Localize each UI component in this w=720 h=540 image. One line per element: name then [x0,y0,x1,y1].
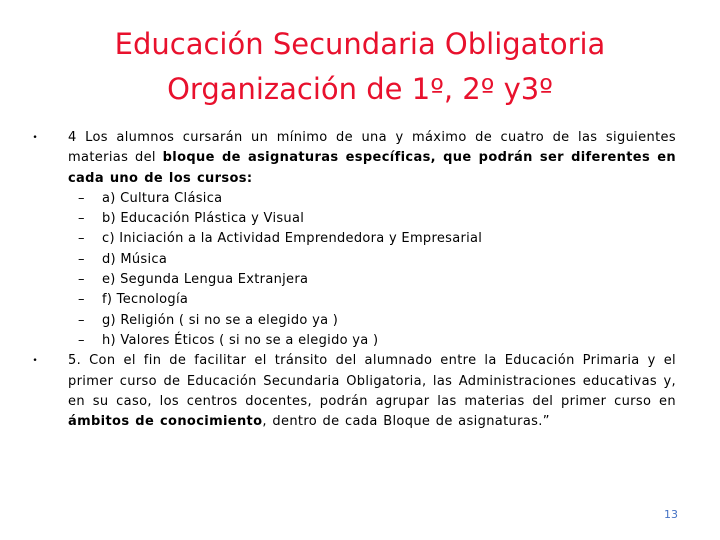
subject-item [68,270,676,290]
subject-label: d) Música [102,251,168,267]
subject-item [68,229,676,249]
subject-item [68,209,676,229]
title-line-1: Educación Secundaria Obligatoria [114,27,606,61]
dash-icon: – [78,211,85,227]
slide-body [30,128,676,432]
subject-item [68,290,676,310]
subject-label: c) Iniciación a la Actividad Emprendedora y Empresarial [102,231,483,247]
point-4-paragraph [68,128,676,189]
subject-item [68,331,676,351]
dash-icon: – [78,332,85,348]
dash-icon: – [78,312,85,328]
subject-label: f) Tecnología [102,292,189,308]
dash-icon: – [78,292,85,308]
title-line-2: Organización de 1º, 2º y3º [167,72,553,106]
bullet-icon: • [32,356,38,367]
dash-icon: – [78,251,85,267]
point-5-bold: ámbitos de conocimiento [68,414,263,430]
bullet-point-5 [30,351,676,432]
subject-list [68,189,676,351]
page-number: 13 [664,508,678,521]
subject-label: h) Valores Éticos ( si no se a elegido ya ) [102,332,379,348]
subject-label: g) Religión ( si no se a elegido ya ) [102,312,339,328]
subject-item [68,311,676,331]
dash-icon: – [78,231,85,247]
slide-title [40,22,680,112]
point-4-intro: 4 Los alumnos cursarán un mínimo de una y máximo de cuatro de las siguientes materias del [68,130,676,166]
subject-label: a) Cultura Clásica [102,190,223,206]
subject-item [68,189,676,209]
bullet-point-4 [30,128,676,351]
subject-label: b) Educación Plástica y Visual [102,211,305,227]
dash-icon: – [78,190,85,206]
point-5-paragraph [68,351,676,432]
subject-item [68,250,676,270]
point-4-intro-bold: bloque de asignaturas específicas, que podrán ser diferentes en cada uno de los cursos: [68,150,676,186]
subject-label: e) Segunda Lengua Extranjera [102,272,309,288]
point-5-end: , dentro de cada Bloque de asignaturas.” [262,414,550,430]
point-5-text: 5. Con el fin de facilitar el tránsito del alumnado entre la Educación Primaria y el primer curso de Educación Secundaria Obligatoria, las Administraciones educativas y, en su caso, los centros docentes, podrán agrupar las materias del primer curso en [68,353,676,409]
bullet-icon: • [32,133,38,143]
dash-icon: – [78,272,85,288]
